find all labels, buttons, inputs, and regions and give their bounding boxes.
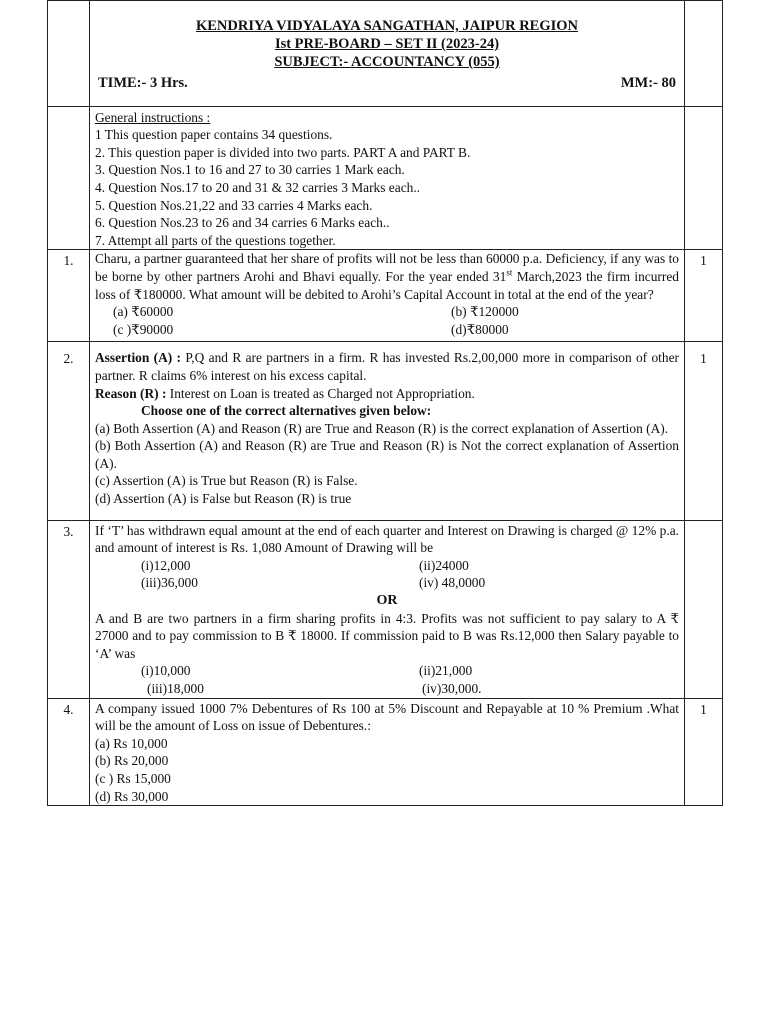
header-left-cell [48,1,90,107]
time-marks-line [98,75,676,93]
instructions-title-text: General instructions : [95,109,211,125]
header-cell [90,1,685,107]
options-row [95,662,679,680]
exam-title: Ist PRE-BOARD – SET II (2023-24) [274,36,500,52]
max-marks-label: MM:- 80 [620,75,676,91]
choose-instruction: Choose one of the correct alternatives given below: [141,403,432,419]
instruction-item: 1 This question paper contains 34 questions. [95,127,333,143]
question-text: A company issued 1000 7% Debentures of Rs 100 at 5% Discount and Repayable at 10 % Premium .What will be the amount of Loss on issue of Debentures.: [95,700,679,734]
option-1: (i)12,000 [141,557,191,573]
instructions-num-cell [48,106,90,250]
instruction-item: 3. Question Nos.1 to 16 and 27 to 30 carries 1 Mark each. [95,162,405,178]
question-body [90,342,685,520]
question-marks: 1 [685,698,723,806]
instruction-item: 4. Question Nos.17 to 20 and 31 & 32 carries 3 Marks each.. [95,179,421,195]
subject-title: SUBJECT:- ACCOUNTANCY (055) [274,54,500,70]
question-number: 1. [48,250,90,342]
question-table [47,0,723,806]
instructions-row [48,106,723,250]
question-text-part: Charu, a partner guaranteed that her share of profits will not be less than 60000 p.a. Deficiency, if any was to be borne by other partners Arohi and Bhavi equally. For the year ended 31 [95,251,679,284]
question-number: 3. [48,520,90,698]
reason-text [95,385,679,403]
option-4: (iv)30,000. [422,681,482,696]
option-a: (a) Both Assertion (A) and Reason (R) are True and Reason (R) is the correct explanation of Assertion (A). [95,420,669,436]
options-row [95,680,679,698]
option-2: (ii)24000 [419,557,469,573]
question-text [95,250,679,303]
question-row-3 [48,520,723,698]
question-body [90,250,685,342]
time-label: TIME:- 3 Hrs. [98,75,188,91]
option-3: (iii)36,000 [141,575,198,591]
options-row [95,557,679,575]
question-body [90,520,685,698]
option-4: (iv) 48,0000 [419,575,486,591]
option-a: (a) Rs 10,000 [95,735,168,751]
instruction-item: 2. This question paper is divided into two parts. PART A and PART B. [95,144,471,160]
question-number: 2. [48,342,90,520]
options-row [95,303,679,321]
instructions-title [95,109,679,127]
question-row-2 [48,342,723,520]
question-text: If ‘T’ has withdrawn equal amount at the end of each quarter and Interest on Drawing is charged @ 12% p.a. and amount of interest is Rs. 1,080 Amount of Drawing will be [95,522,679,556]
instructions-cell [90,106,685,250]
superscript: st [506,267,513,278]
question-row-1 [48,250,723,342]
option-a: (a) ₹60000 [113,304,174,320]
option-c: (c ) Rs 15,000 [95,770,171,786]
instruction-item: 7. Attempt all parts of the questions together. [95,232,336,248]
question-text-part: March,2023 the firm incurred loss of ₹180000. What amount will be debited to Arohi’s Capital Account in total at the end of the year? [95,268,679,302]
instruction-item: 6. Question Nos.23 to 26 and 34 carries 6 Marks each.. [95,215,390,231]
question-marks: 1 [685,342,723,520]
option-b: (b) Both Assertion (A) and Reason (R) are True and Reason (R) is Not the correct explanation of Assertion (A). [95,438,679,471]
option-1: (i)10,000 [141,663,191,679]
school-title: KENDRIYA VIDYALAYA SANGATHAN, JAIPUR REGION [195,18,579,34]
option-c: (c) Assertion (A) is True but Reason (R) is False. [95,473,358,489]
assertion-text [95,349,679,384]
question-marks: 1 [685,250,723,342]
options-row [95,574,679,592]
option-b: (b) ₹120000 [451,304,519,320]
options-row [95,321,679,342]
question-body [90,698,685,806]
option-d: (d)₹80000 [451,321,509,337]
assertion-content: P,Q and R are partners in a firm. R has invested Rs.2,00,000 more in comparison of other partner. R claims 6% interest on his excess capital. [95,350,679,383]
option-3: (iii)18,000 [147,681,204,696]
header-row [48,1,723,107]
reason-label: Reason (R) : [95,385,167,401]
option-d: (d) Rs 30,000 [95,788,169,804]
instructions-marks-cell [685,106,723,250]
question-text-alt: A and B are two partners in a firm sharing profits in 4:3. Profits was not sufficient to pay salary to A ₹ 27000 and to pay commission to B ₹ 18000. If commission paid to B was Rs.12,000 then Salary payable to ‘A’ was [95,610,679,661]
or-separator: OR [376,593,398,609]
instruction-item: 5. Question Nos.21,22 and 33 carries 4 Marks each. [95,197,373,213]
question-row-4 [48,698,723,806]
question-marks [685,520,723,698]
assertion-label: Assertion (A) : [95,350,182,366]
question-number: 4. [48,698,90,806]
option-2: (ii)21,000 [419,663,473,679]
option-c: (c )₹90000 [113,321,174,337]
option-b: (b) Rs 20,000 [95,753,169,769]
reason-content: Interest on Loan is treated as Charged not Appropriation. [166,385,475,401]
option-d: (d) Assertion (A) is False but Reason (R) is true [95,491,352,507]
header-right-cell [685,1,723,107]
